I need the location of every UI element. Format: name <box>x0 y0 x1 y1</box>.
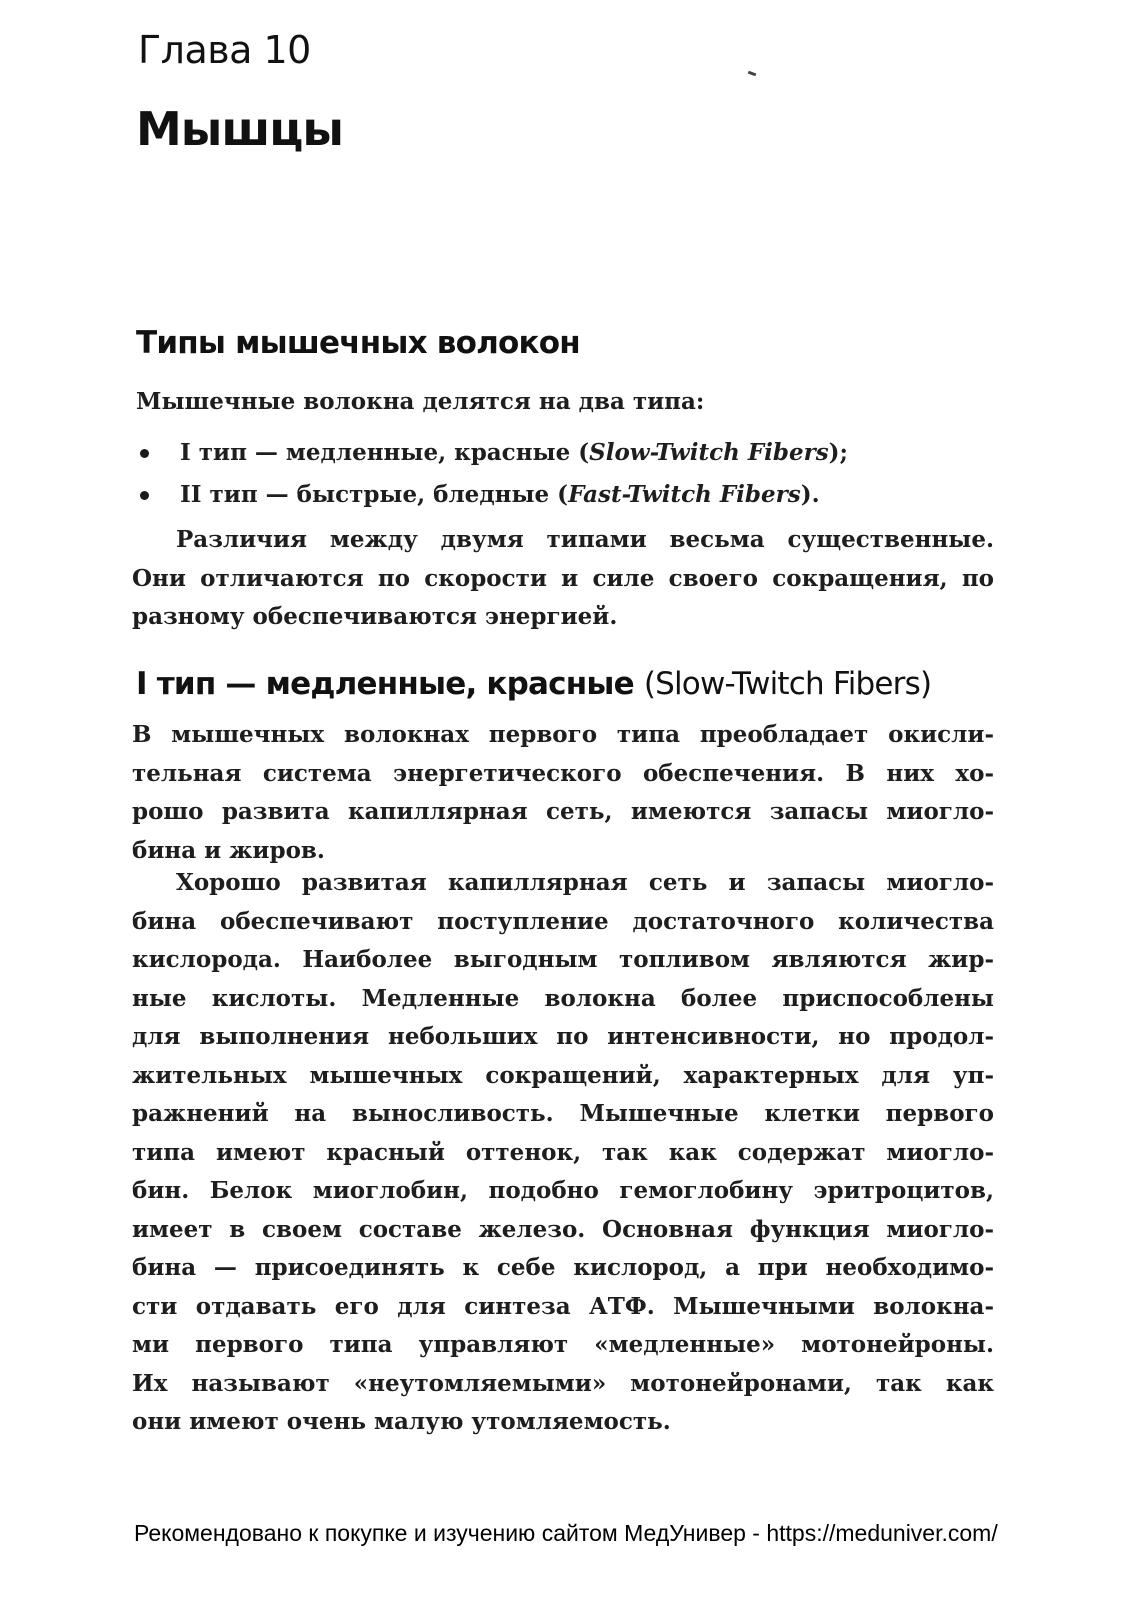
text-line: имеет в своем составе железо. Основная функция миогло- <box>132 1215 994 1243</box>
text-line: сти отдавать его для синтеза АТФ. Мышечными волокна- <box>132 1292 994 1320</box>
list-item: I тип — медленные, красные (Slow-Twitch Fibers); <box>136 432 848 474</box>
text-line: бина обеспечивают поступление достаточного количества <box>132 907 994 935</box>
text-line: бина и жиров. <box>132 836 325 864</box>
text-line: ми первого типа управляют «медленные» мотонейроны. <box>132 1331 994 1358</box>
text-line: жительных мышечных сокращений, характерных для уп- <box>132 1061 994 1089</box>
text-line: Их называют «неутомляемыми» мотонейронами, так как <box>132 1369 994 1397</box>
text-line: тельная система энергетического обеспечения. В них хо- <box>132 759 994 787</box>
text-line: они имеют очень малую утомляемость. <box>132 1408 671 1435</box>
text-line: Хорошо развитая капиллярная сеть и запасы миогло- <box>176 869 994 896</box>
text-line: ражнений на выносливость. Мышечные клетки первого <box>132 1100 994 1127</box>
text-line: В мышечных волокнах первого типа преобладает окисли- <box>132 721 994 748</box>
fiber-type-list <box>136 432 848 516</box>
chapter-title: Мышцы <box>136 102 343 156</box>
text-line: разному обеспечиваются энергией. <box>132 603 618 630</box>
text-line: Они отличаются по скорости и силе своего сокращения, по <box>132 564 994 592</box>
text-line: кислорода. Наиболее выгодным топливом являются жир- <box>132 946 994 973</box>
footer-watermark: Рекомендовано к покупке и изучению сайтом МедУнивер - https://meduniver.com/ <box>134 1520 998 1546</box>
text-line: для выполнения небольших по интенсивности, но продол- <box>132 1023 994 1050</box>
text-line: рошо развита капиллярная сеть, имеются запасы миогло- <box>132 798 994 825</box>
text-line: бин. Белок миоглобин, подобно гемоглобину эритроцитов, <box>132 1177 994 1204</box>
paragraph-oxidative <box>132 716 994 870</box>
text-line: типа имеют красный оттенок, так как содержат миогло- <box>132 1138 994 1166</box>
intro-text: Мышечные волокна делятся на два типа: <box>136 388 705 415</box>
chapter-label: Глава 10 <box>138 28 311 72</box>
paragraph-myoglobin <box>132 864 994 1442</box>
section-heading-fiber-types: Типы мышечных волокон <box>136 325 580 361</box>
text-line: ные кислоты. Медленные волокна более приспособлены <box>132 984 994 1012</box>
text-line: Различия между двумя типами весьма существенные. <box>176 526 994 553</box>
bullet-icon <box>140 449 149 458</box>
bullet-icon <box>140 491 149 500</box>
list-item: II тип — быстрые, бледные (Fast-Twitch Fibers). <box>136 474 848 516</box>
section-heading-type1: I тип — медленные, красные (Slow-Twitch Fibers) <box>136 666 932 702</box>
scan-speck <box>748 71 757 77</box>
text-line: бина — присоединять к себе кислород, а при необходимо- <box>132 1254 994 1281</box>
paragraph-differences <box>132 521 994 637</box>
